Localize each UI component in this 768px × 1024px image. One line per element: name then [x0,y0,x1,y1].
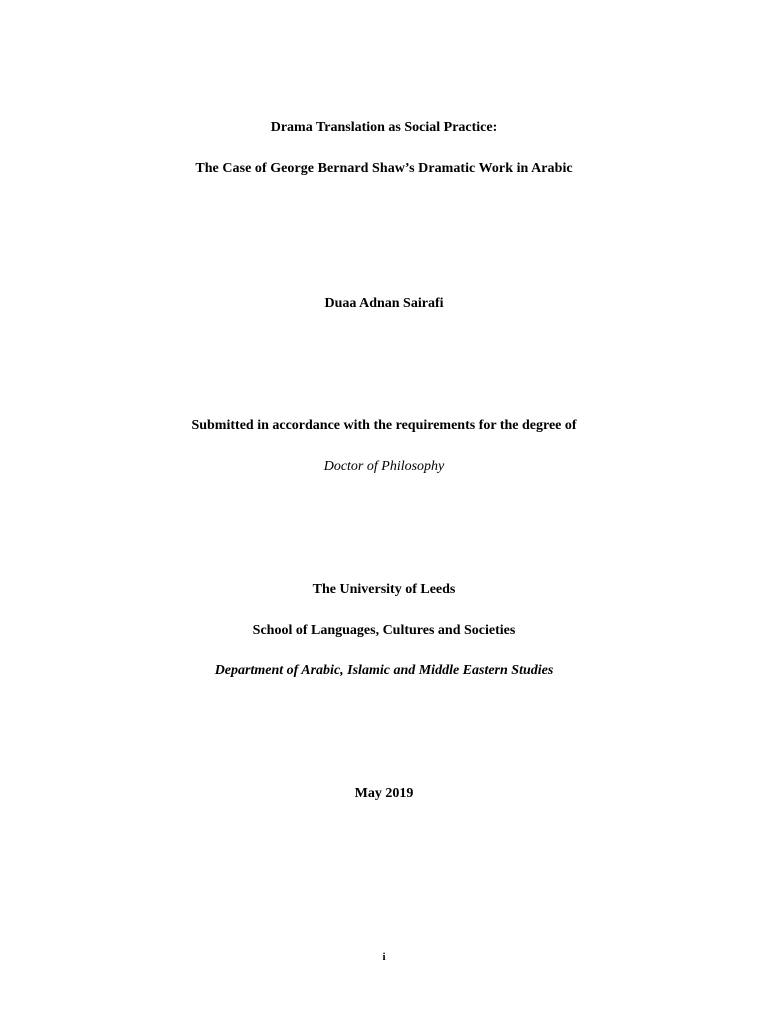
submission-date: May 2019 [354,786,414,801]
university-name: The University of Leeds [312,582,456,597]
page-number: i [382,951,386,963]
school-name: School of Languages, Cultures and Societies [252,623,516,638]
degree-name: Doctor of Philosophy [323,459,445,474]
author-name: Duaa Adnan Sairafi [324,296,444,311]
thesis-title: Drama Translation as Social Practice: [270,120,498,135]
thesis-subtitle: The Case of George Bernard Shaw’s Dramatic Work in Arabic [195,161,573,176]
department-name: Department of Arabic, Islamic and Middle Eastern Studies [214,663,554,678]
submission-statement: Submitted in accordance with the requirements for the degree of [191,418,577,433]
